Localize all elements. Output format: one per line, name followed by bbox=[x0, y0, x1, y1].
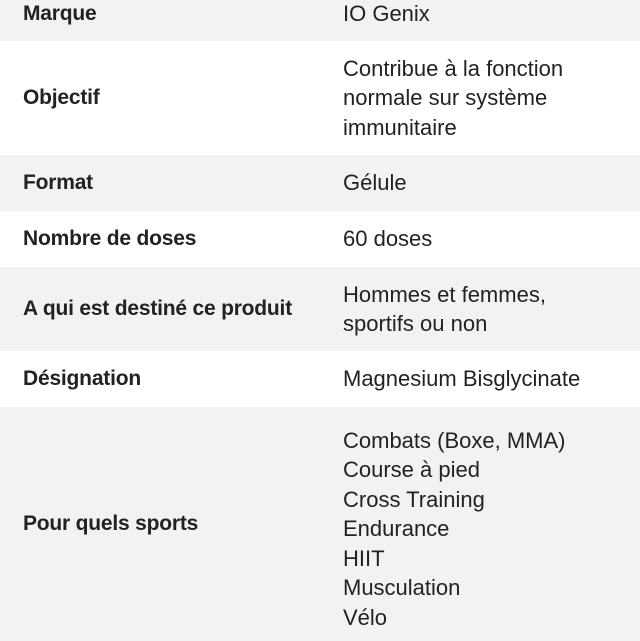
spec-row-objectif bbox=[0, 41, 640, 155]
spec-value-objectif bbox=[320, 54, 640, 143]
sport-item: Cross Training bbox=[343, 486, 485, 512]
spec-value-line: Magnesium Bisglycinate bbox=[343, 366, 581, 392]
spec-row-destine bbox=[0, 267, 640, 351]
spec-value-format bbox=[320, 168, 640, 198]
sport-item: Combats (Boxe, MMA) bbox=[343, 427, 566, 453]
spec-row-format bbox=[0, 155, 640, 211]
spec-label-format: Format bbox=[23, 171, 93, 195]
spec-value-line: 60 doses bbox=[343, 226, 433, 252]
spec-value-line: sportifs ou non bbox=[343, 311, 488, 336]
spec-row-designation bbox=[0, 351, 640, 407]
spec-label-marque: Marque bbox=[23, 1, 97, 25]
sport-item: Vélo bbox=[343, 604, 388, 630]
spec-value-designation bbox=[320, 364, 640, 394]
spec-value-line: Hommes et femmes, bbox=[343, 281, 546, 307]
spec-value-line: Gélule bbox=[343, 170, 407, 196]
spec-value-line: normale sur système bbox=[343, 85, 548, 111]
spec-value-marque bbox=[320, 0, 640, 28]
spec-label-sports: Pour quels sports bbox=[23, 512, 199, 536]
spec-row-sports bbox=[0, 407, 640, 641]
spec-label-destine: A qui est destiné ce produit bbox=[23, 297, 292, 321]
sport-item: Endurance bbox=[343, 516, 450, 542]
spec-label-designation: Désignation bbox=[23, 367, 141, 391]
spec-value-nombre-de-doses bbox=[320, 224, 640, 254]
spec-label-objectif: Objectif bbox=[23, 86, 100, 110]
spec-value-sports bbox=[320, 416, 640, 633]
spec-value-line: IO Genix bbox=[343, 0, 430, 26]
spec-value-line: immunitaire bbox=[343, 114, 457, 140]
spec-value-destine bbox=[320, 280, 640, 339]
spec-row-marque bbox=[0, 0, 640, 41]
sport-item: Course à pied bbox=[343, 457, 480, 483]
spec-value-line: Contribue à la fonction bbox=[343, 55, 564, 81]
sport-item: HIIT bbox=[343, 545, 385, 571]
spec-label-nombre-de-doses: Nombre de doses bbox=[23, 227, 197, 251]
spec-row-nombre-de-doses bbox=[0, 211, 640, 267]
sport-item: Musculation bbox=[343, 575, 461, 601]
